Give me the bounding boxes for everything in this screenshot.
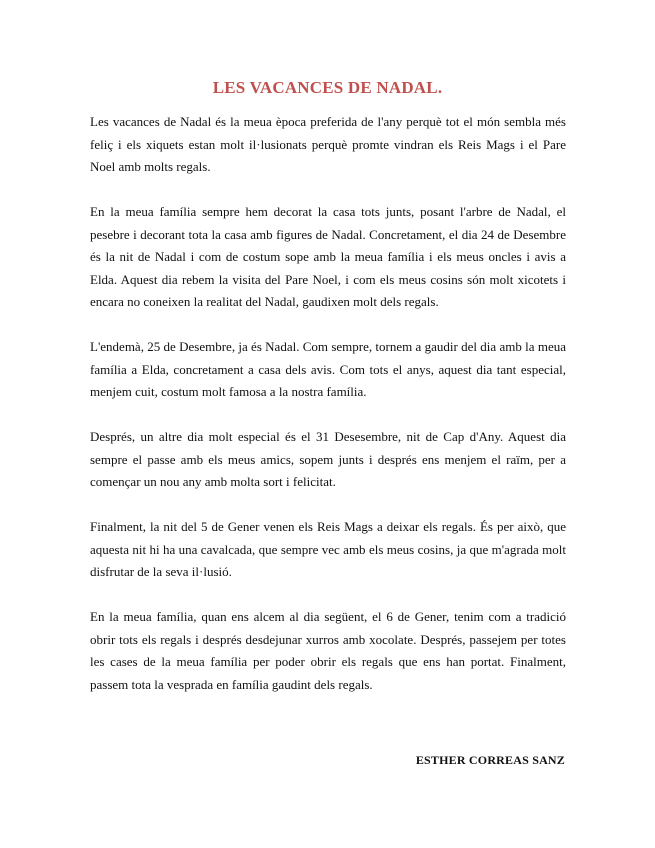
paragraph-intro: Les vacances de Nadal és la meua època preferida de l'any perquè tot el món sembla més feliç i els xiquets estan molt il·lusionats perquè promte vindran els Reis Mags i el Pare Noel amb molts regals.	[90, 114, 566, 174]
paragraph-christmas-eve: En la meua família sempre hem decorat la casa tots junts, posant l'arbre de Nadal, el pesebre i decorant tota la casa amb figures de Nadal. Concretament, el dia 24 de Desembre és la nit de Nadal i com de costum sope amb la meua família i els meus oncles i avis a Elda. Aquest dia rebem la visita del Pare Noel, i com els meus cosins són molt xicotets i encara no coneixen la realitat del Nadal, gaudixen molt dels regals.	[90, 204, 566, 309]
document-body	[90, 111, 566, 719]
document-title: LES VACANCES DE NADAL.	[212, 78, 443, 97]
paragraph-new-year: Després, un altre dia molt especial és el 31 Desesembre, nit de Cap d'Any. Aquest dia sempre el passe amb els meus amics, sopem junts i després ens menjem el raïm, per a començar un nou any amb molta sort i felicitat.	[90, 429, 566, 489]
author-signature: ESTHER CORREAS SANZ	[415, 753, 565, 767]
paragraph-three-kings-night: Finalment, la nit del 5 de Gener venen els Reis Mags a deixar els regals. És per això, que aquesta nit hi ha una cavalcada, que sempre vec amb els meus cosins, ja que m'agrada molt disfrutar de la seva il·lusió.	[90, 519, 566, 579]
paragraph-three-kings-day: En la meua família, quan ens alcem al dia següent, el 6 de Gener, tenim com a tradició obrir tots els regals i després desdejunar xurros amb xocolate. Després, passejem per totes les cases de la meua família per poder obrir els regals que ens han portat. Finalment, passem tota la vesprada en família gaudint dels regals.	[90, 609, 566, 692]
paragraph-christmas-day: L'endemà, 25 de Desembre, ja és Nadal. Com sempre, tornem a gaudir del dia amb la meua família a Elda, concretament a casa dels avis. Com tots el anys, aquest dia tant especial, menjem cuit, costum molt famosa a la nostra família.	[90, 339, 566, 399]
